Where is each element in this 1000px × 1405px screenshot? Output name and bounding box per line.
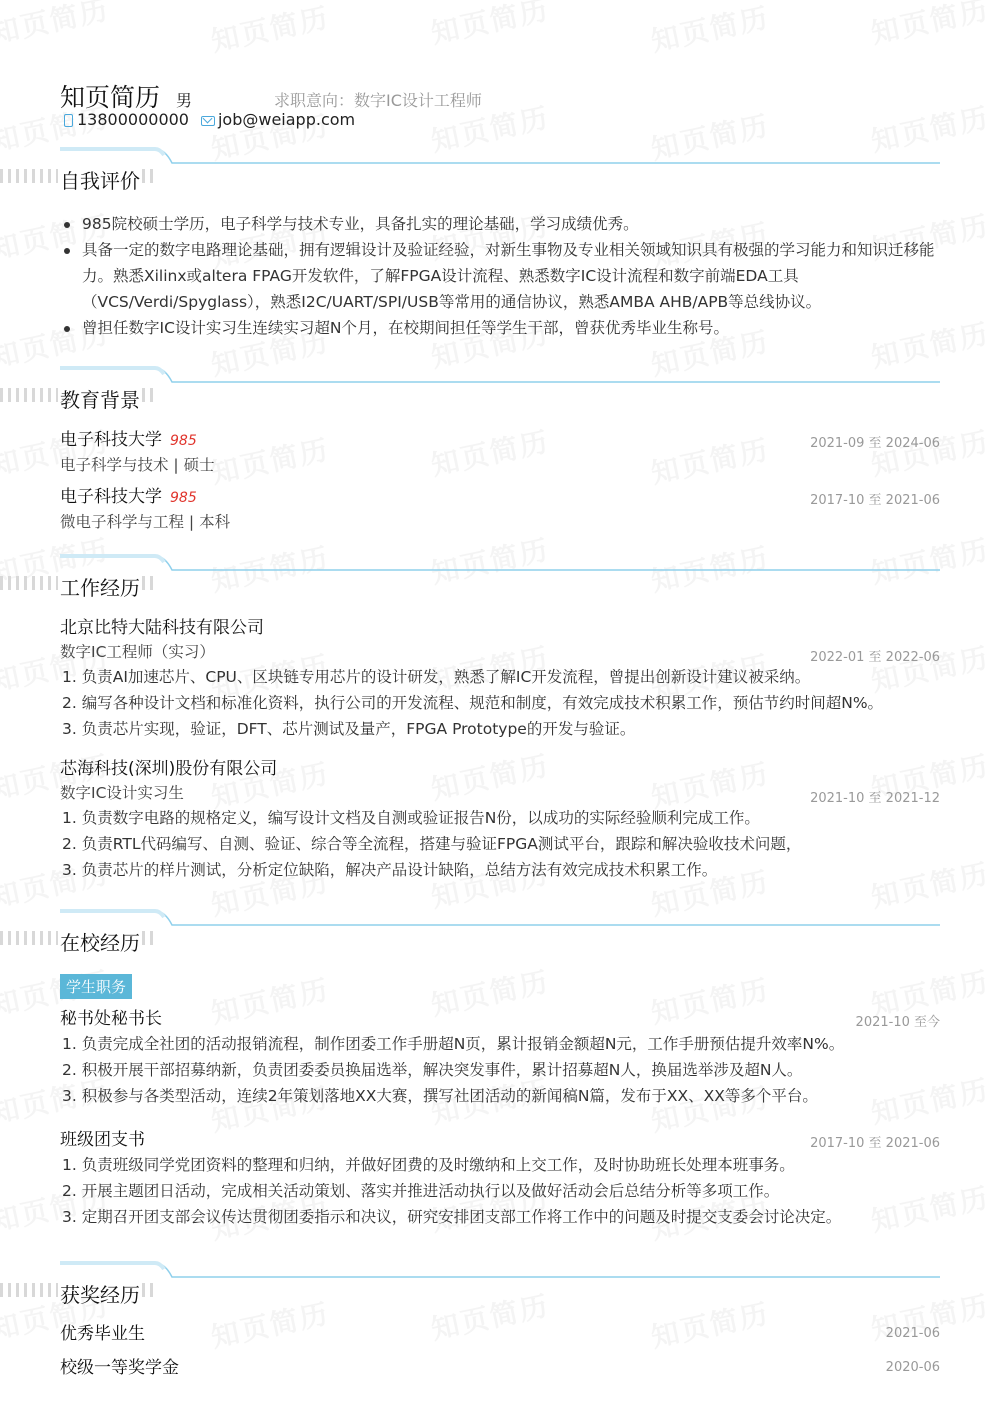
campus-entry xyxy=(60,1007,940,1109)
section-title: 在校经历 xyxy=(60,931,140,955)
school-tag: 985 xyxy=(170,490,197,506)
section-divider xyxy=(60,1261,940,1281)
list-item: 3. 负责芯片的样片测试，分析定位缺陷，解决产品设计缺陷，总结方法有效完成技术积累工作。 xyxy=(62,861,718,879)
campus-duties xyxy=(60,1152,940,1230)
section-divider xyxy=(60,909,940,929)
list-item: 3. 积极参与各类型活动，连续2年策划落地XX大赛，撰写社团活动的新闻稿N篇，发布于XX、XX等多个平台。 xyxy=(62,1087,818,1105)
list-item: 1. 负责完成全社团的活动报销流程，制作团委工作手册超N页，累计报销金额超N元，工作手册预估提升效率N%。 xyxy=(62,1035,845,1053)
list-item: 2. 开展主题团日活动，完成相关活动策划、落实并推进活动执行以及做好活动会后总结分析等多项工作。 xyxy=(62,1182,780,1200)
work-duties xyxy=(60,805,940,883)
email-address: job@weiapp.com xyxy=(217,110,356,129)
candidate-gender: 男 xyxy=(176,91,193,110)
section-title: 自我评价 xyxy=(60,169,140,193)
section-divider xyxy=(60,147,940,167)
campus-duties xyxy=(60,1031,940,1109)
job-role: 数字IC设计实习生 xyxy=(60,784,184,802)
section-decoration xyxy=(0,1283,58,1297)
section-self-eval xyxy=(60,147,940,197)
section-decoration xyxy=(0,388,58,402)
watermark-text xyxy=(0,0,113,52)
school-name: 电子科技大学 xyxy=(60,487,162,507)
student-role-badge: 学生职务 xyxy=(60,974,132,999)
job-intent: 求职意向：数字IC设计工程师 xyxy=(274,91,482,110)
self-eval-list xyxy=(60,211,940,341)
company-name: 芯海科技(深圳)股份有限公司 xyxy=(60,759,278,779)
section-campus xyxy=(60,909,940,959)
section-title: 获奖经历 xyxy=(60,1283,140,1307)
phone-icon xyxy=(64,114,73,127)
school-name: 电子科技大学 xyxy=(60,430,162,450)
contact-row xyxy=(60,110,355,129)
list-item: 985院校硕士学历，电子科学与技术专业，具备扎实的理论基础，学习成绩优秀。 xyxy=(60,211,940,237)
award-entry xyxy=(60,1356,940,1380)
list-item: 1. 负责班级同学党团资料的整理和归纳，并做好团费的及时缴纳和上交工作，及时协助班长处理本班事务。 xyxy=(62,1156,795,1174)
section-decoration xyxy=(0,169,58,183)
section-decoration xyxy=(0,931,58,945)
phone-number: 13800000000 xyxy=(77,110,189,129)
list-item: 3. 负责芯片实现，验证，DFT、芯片测试及量产，FPGA Prototype的开发与验证。 xyxy=(62,720,636,738)
school-tag: 985 xyxy=(170,433,197,449)
mail-icon xyxy=(201,116,215,126)
section-decoration xyxy=(142,931,158,945)
major-degree: 电子科学与技术 | 硕士 xyxy=(60,456,215,474)
work-duties xyxy=(60,664,940,742)
date-range: 2021-10 至 2021-12 xyxy=(810,791,940,806)
work-entry xyxy=(60,757,940,883)
date-range: 2021-09 至 2024-06 xyxy=(810,436,940,451)
section-decoration xyxy=(142,388,158,402)
date-range: 2017-10 至 2021-06 xyxy=(810,1136,940,1151)
section-title: 教育背景 xyxy=(60,388,140,412)
watermark-text xyxy=(207,0,333,60)
section-divider xyxy=(60,366,940,386)
list-item: 1. 负责数字电路的规格定义，编写设计文档及自测或验证报告N份，以成功的实际经验顺利完成工作。 xyxy=(62,809,760,827)
campus-entry xyxy=(60,1128,940,1230)
date-range: 2021-10 至今 xyxy=(855,1015,940,1030)
watermark-text xyxy=(427,0,553,52)
education-entry xyxy=(60,485,940,534)
section-work xyxy=(60,554,940,604)
award-name: 校级一等奖学金 xyxy=(60,1358,179,1378)
list-item: 3. 定期召开团支部会议传达贯彻团委指示和决议，研究安排团支部工作将工作中的问题及时提交支委会讨论决定。 xyxy=(62,1208,842,1226)
section-divider xyxy=(60,554,940,574)
job-role: 数字IC工程师（实习） xyxy=(60,643,215,661)
section-education xyxy=(60,366,940,416)
major-degree: 微电子科学与工程 | 本科 xyxy=(60,513,231,531)
section-title: 工作经历 xyxy=(60,576,140,600)
date-range: 2022-01 至 2022-06 xyxy=(810,650,940,665)
work-entry xyxy=(60,616,940,742)
list-item: 1. 负责AI加速芯片、CPU、区块链专用芯片的设计研发，熟悉了解IC开发流程，曾提出创新设计建议被采纳。 xyxy=(62,668,811,686)
section-awards xyxy=(60,1261,940,1311)
position-title: 班级团支书 xyxy=(60,1130,145,1150)
date-range: 2017-10 至 2021-06 xyxy=(810,493,940,508)
award-name: 优秀毕业生 xyxy=(60,1324,145,1344)
list-item: 曾担任数字IC设计实习生连续实习超N个月，在校期间担任等学生干部，曾获优秀毕业生称号。 xyxy=(60,315,940,341)
list-item: 2. 负责RTL代码编写、自测、验证、综合等全流程，搭建与验证FPGA测试平台，跟踪和解决验收技术问题， xyxy=(62,835,802,853)
watermark-text xyxy=(867,0,993,52)
section-decoration xyxy=(142,1283,158,1297)
award-date: 2021-06 xyxy=(885,1326,940,1341)
award-date: 2020-06 xyxy=(885,1360,940,1375)
section-decoration xyxy=(142,169,158,183)
award-entry xyxy=(60,1322,940,1346)
education-entry xyxy=(60,428,940,477)
list-item: 2. 编写各种设计文档和标准化资料，执行公司的开发流程、规范和制度，有效完成技术积累工作，预估节约时间超N%。 xyxy=(62,694,884,712)
company-name: 北京比特大陆科技有限公司 xyxy=(60,618,264,638)
candidate-name: 知页简历 xyxy=(60,83,161,112)
position-title: 秘书处秘书长 xyxy=(60,1009,162,1029)
section-decoration xyxy=(142,576,158,590)
list-item: 2. 积极开展干部招募纳新，负责团委委员换届选举，解决突发事件，累计招募超N人，换届选举涉及超N人。 xyxy=(62,1061,803,1079)
section-decoration xyxy=(0,576,58,590)
list-item: 具备一定的数字电路理论基础，拥有逻辑设计及验证经验，对新生事物及专业相关领域知识具有极强的学习能力和知识迁移能力。熟悉Xilinx或altera FPAG开发软件，了解FPGA设计流程、熟悉数字IC设计流程和数字前端EDA工具（VCS/Verdi/Spyglass），熟悉I2C/UART/SPI/USB等常用的通信协议，熟悉AMBA AHB/APB等总线协议。 xyxy=(60,237,940,315)
watermark-text xyxy=(647,0,773,60)
